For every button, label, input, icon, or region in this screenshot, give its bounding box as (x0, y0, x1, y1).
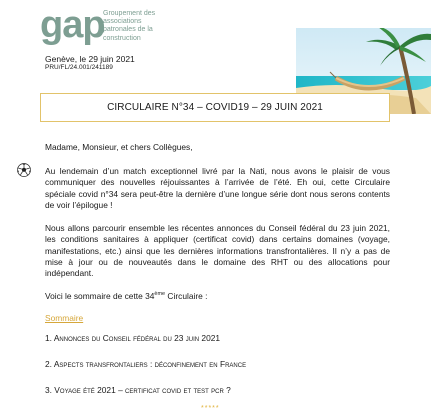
summary-intro-end: Circulaire : (165, 291, 208, 301)
summary-item-2: 2. Aspects transfrontaliers : déconfinement en France (45, 359, 247, 369)
announcement-paragraph: Nous allons parcourir ensemble les récentes annonces du Conseil fédéral du 23 juin 2021, les conditions sanitaires à appliquer (certificat covid) dans certains domaines (voyage, manifestations, etc.) ainsi que les dernières informations transfrontalières. Il n’y a pas de mise à jour ou de nouveautés dans le domaine des RHT ou des allocations pour indépendant. (45, 223, 390, 279)
intro-paragraph: Au lendemain d’un match exceptionnel livré par la Nati, nous avons le plaisir de vous communiquer des nouvelles réjouissantes à l’arrivée de l’été. Eh oui, cette Circulaire spéciale covid n°34 sera peut-être la dernière d’une longue série dont nous serons contents de voir l’épilogue ! (45, 166, 390, 210)
circular-title: CIRCULAIRE N°34 – COVID19 – 29 JUIN 2021 (40, 93, 390, 122)
greeting: Madame, Monsieur, et chers Collègues, (45, 142, 193, 152)
summary-intro-text: Voici le sommaire de cette 34 (45, 291, 155, 301)
summary-intro (45, 291, 390, 302)
ordinal-suffix: ème (154, 291, 166, 298)
place-date: Genève, le 29 juin 2021 (45, 54, 135, 64)
section-separator: ***** (201, 405, 220, 412)
summary-heading: Sommaire (45, 313, 84, 323)
document-reference: PRU/FL/24.001/241189 (45, 64, 113, 71)
summary-item-1: 1. Annonces du Conseil fédéral du 23 juin 2021 (45, 333, 221, 343)
summary-item-3: 3. Voyage été 2021 – certificat covid et test pcr ? (45, 385, 231, 395)
gap-logo: gap (40, 4, 105, 46)
logo-subtitle: Groupement des associations patronales de la construction (103, 10, 156, 42)
soccer-ball-icon (17, 163, 31, 177)
